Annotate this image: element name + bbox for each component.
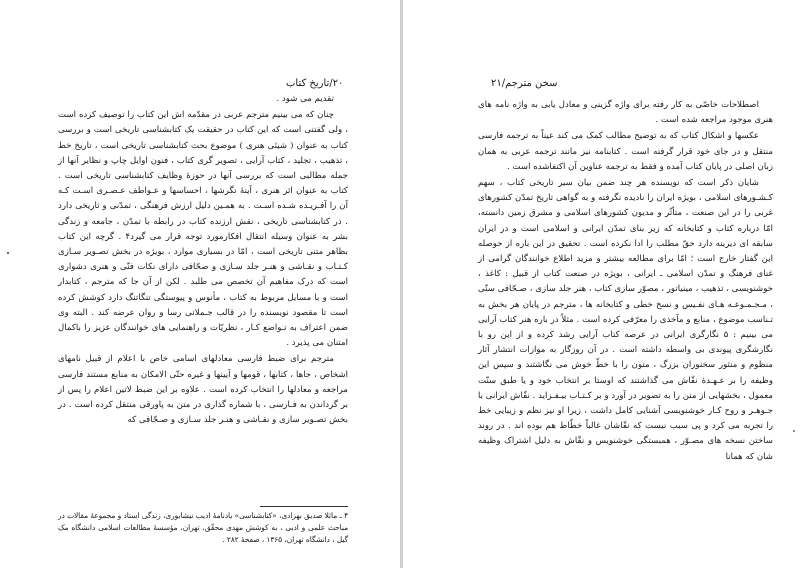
scan-speck <box>7 252 9 254</box>
left-page <box>0 0 400 568</box>
paragraph: مترجم برای ضبط فارسی معادلهای اسامی خاص با اعلام از قبیل نامهای اشخاص ، جاها ، کتابها ، قومها و آیینها و غیره حتّی الامکان به منابع مستند فارسی مراجعه و معادلها را انتخاب کرده است . علاوه بر این ضبط لاتین اعلام را پس از بر گرداندن به فـارسی ، با شماره گذاری در متن به پاورقی منتقل کرده است . در بخش تصـویر سازی و نقـاشی و هنـر جلد سـازی و صـحّافی که <box>58 354 348 426</box>
paragraph: تقدیم می شود . <box>276 94 334 104</box>
scan-speck <box>793 430 795 432</box>
left-page-body <box>58 92 348 429</box>
paragraph: شایان ذکر است که نویسنده هر چند ضمن بیان سیر تاریخی کتاب ، سهم کـشـورهای اسلامی ، بویژه ایران را نادیده نگرفته و به گواهی تاریخ تمدّن کشورهای غربی را در این صنعت ، متأثّر و مدیون کشورهای اسلامی و مشرق زمین دانسته، امّا درباره کتاب و کتابخانه که زیر بنای تمدّن ایرانی و اسلامی است و در ایران سابقه ای دیرینه دارد حقّ مطلب را ادا نکرده است . تحقیق در این باره از حوصله این گفتار خارج است ؛ امّا برای مطالعه بیشتر و مزید اطلاع خوانندگان گرامی از غنای فرهنگ و تمدّن اسلامی ـ ایرانی ، بویژه در صنعت کتاب از قبیل : کاغذ ، خوشنویسی ، تذهیب ، مینیاتور ، مصوّر سازی کتاب ، هنر جلد سازی ، صـحّافی ستّی ، مـجـمـوعـه هـای نفـیس و نسخ خطی و کتابخانه ها ، مترجم در پایان هر بخش به تـناسب موضوع ، منابع و مآخذی را معرّفی کرده است . مثلاً در باره هنر کتاب آرایی می بینیم : ۵ نگارگری ایرانی در عرصه کتاب آرایی رشد کرده و از این رو با نگارشگری پیوندی بی واسطه داشته است . در آن روزگار به موازات انتشار آثار منظوم و منثور سخنوران بزرگ ، متون را با خطّ خوش می نگاشتند و سپس این وظیفه را بر عـهـدۀ نقّاش می گذاشتند که اوستا بر انتخاب خود و یا طبق سنّت معمول ، بخشهایی از متن را به تصویر در آورد و بر کـتـاب بیـفـزاید . نقّاش ایرانی با جـوهـر و روح کـار خوشنویسی آشنایی کامل داشت ، زیرا او نیز نظم و زیبایی خط را تجربه می کرد و پی سبب نیست که نقّاشان غالباً خطّاط هم بوده اند . در روند ساختن نسخه های مصـوّر ، همبستگی خوشنویس و نقّاش به دلیل اشتراک وظیفه شان که همانا <box>478 178 773 462</box>
left-page-header: ۲۰/تاریخ کتاب <box>286 78 344 89</box>
right-page-header: سخن مترجم/۲۱ <box>491 78 558 89</box>
right-page-body <box>478 98 773 466</box>
paragraph: اصطلاحات خاصّی به کار رفته برای واژه گزینی و معادل یابی به واژه نامه های هنری موجود مراجعه شده است . <box>478 100 773 126</box>
paragraph: چنان که می بینیم مترجم عربی در مقدّمه اش این کتاب را توصیف کرده است ، ولی گفتنی است که این کتاب در حقیقت یک کتابشناسی تاریخی است و بررسی کتاب به عنوان ( شیئی هنری ) موضوع بحث کتابشناسی تاریخی است ، تاریخ خط ، تذهیب ، تجلید ، کتاب آرایی ، تصویر گری کتاب ، فنون اوایل چاپ و نظایر آنها از جمله مطالبی است که بررسی آنها در حوزۀ وظایف کتابشناسی تاریخی است . کتاب به عنوان اثر هنری ، آینۀ نگرشها ، احساسها و عـواطف عـصـری اسـت کـه آن را آفـریـده شـده اسـت . به همـین دلیل ارزش فرهنگی ، تمدّنی و تاریخی دارد . در کتابشناسی تاریخی ، نقش ارزنده کتاب در رابطه با تمدّن ، جامعه و زندگی بشر به عنوان وسیله انتقال افکارمورد توجه قرار می گیرد۴ . گرچه این کتاب بظاهر متنی تاریخی است ، امّا در بسیاری موارد ، بویژه در بخش تصـویر سـازی کـتـاب و نقـاشی و هنـر جلد سـازی و صحّافی دارای نکات فنّی و هنری دشواری است که درک مفاهیم آن تخصص می طلبد . لکن از آن جا که مترجم ، کتابدار است و با مسایل مربوط به کتاب ، مأنوس و پیوستگی تنگاتنگ دارد کوشش کرده است تا مقصود نویسنده را در قالب جـملاتی رسا و روان عرضه کند . البته وی ضمن اعتراف به تـواضع کـار ، نظریّات و راهنمایی های خوانندگان عزیز را باکمال امتنان می پذیرد . <box>58 110 348 349</box>
right-page <box>403 0 806 568</box>
footnote: ۴ ـ ماثلا صدیق بهزادی، «کتابشناسی» یادنامهٔ ادیب نیشابوری، زندگی استاد و مجموعهٔ مقالات در مباحث علمی و ادبی ، به کوشش مهدی محقّق، تهران، مؤسسهٔ مطالعات اسلامی دانشگاه مک گیل ، دانشگاه تهران، ۱۳۶۵ ، صفحهٔ ۲۸۲ . <box>58 511 348 544</box>
footnote-rule <box>260 506 348 507</box>
paragraph: عکسها و اشکال کتاب که به توضیح مطالب کمک می کند عیناً به ترجمه فارسی منتقل و در جای خود قرار گرفته است . کتابنامه نیز مانند ترجمه عربی به همان زبان اصلی در پایان کتاب آمده و فقط به ترجمه عناوین آن اکتفاشده است . <box>478 131 773 172</box>
